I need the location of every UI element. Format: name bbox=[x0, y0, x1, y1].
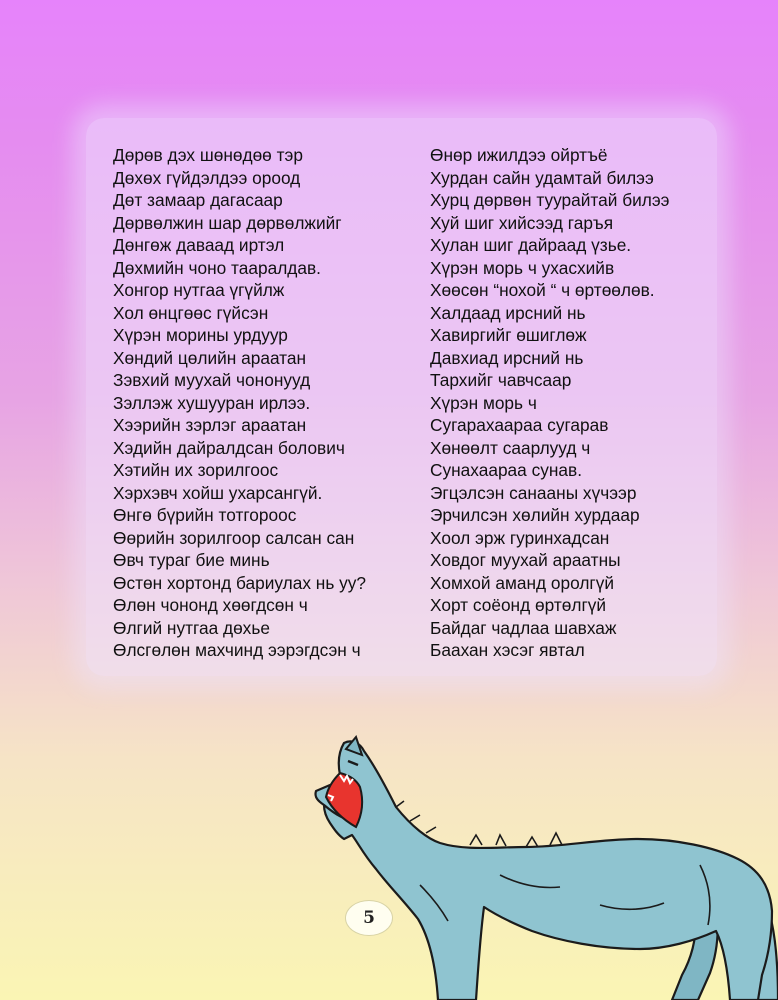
poem-line: Хоол эрж гуринхадсан bbox=[430, 527, 610, 548]
poem-line: Зэллэж хушууран ирлээ. bbox=[113, 392, 311, 413]
poem-line: Дөрөв дэх шөнөдөө тэр bbox=[113, 145, 303, 165]
poem-line: Өвч тураг бие минь bbox=[113, 550, 270, 570]
poem-line: Хэтийн их зорилгоос bbox=[113, 460, 279, 480]
poem-line: Хэрхэвч хойш ухарсангүй. bbox=[113, 482, 323, 503]
poem-line: Хурц дөрвөн туурайтай билээ bbox=[430, 190, 670, 210]
poem-line: Дөрвөлжин шар дөрвөлжийг bbox=[113, 212, 342, 233]
poem-line: Өлөн чононд хөөгдсөн ч bbox=[113, 595, 308, 615]
poem-line: Байдаг чадлаа шавхаж bbox=[430, 617, 617, 638]
poem-line: Хөнөөлт саарлууд ч bbox=[430, 437, 591, 458]
poem-line: Дөхөх гүйдэлдээ ороод bbox=[113, 167, 301, 188]
poem-line: Өстөн хортонд бариулах нь уу? bbox=[113, 572, 367, 593]
poem-line: Хүрэн морины урдуур bbox=[113, 325, 288, 345]
poem-line: Өнгө бүрийн тотгороос bbox=[113, 505, 297, 525]
poem-line: Хүрэн морь ч bbox=[430, 392, 537, 413]
poem-line: Хүрэн морь ч ухасхийв bbox=[430, 257, 615, 278]
poem-line: Хөндий цөлийн араатан bbox=[113, 347, 307, 368]
poem-line: Хомхой аманд оролгүй bbox=[430, 572, 615, 593]
poem-line: Дөхмийн чоно тааралдав. bbox=[113, 257, 321, 278]
poem-line: Өлгий нутгаа дөхье bbox=[113, 617, 270, 638]
poem-line: Баахан хэсэг явтал bbox=[430, 640, 585, 660]
poem-line: Ховдог муухай араатны bbox=[430, 550, 621, 570]
poem-line: Өлсгөлөн махчинд ээрэгдсэн ч bbox=[113, 640, 361, 660]
poem-line: Өөрийн зорилгоор салсан сан bbox=[113, 527, 355, 548]
poem-line: Сунахаараа сунав. bbox=[430, 460, 582, 480]
poem-line: Дөнгөж даваад иртэл bbox=[113, 235, 285, 255]
poem-line: Хонгор нутгаа үгүйлж bbox=[113, 280, 285, 300]
poem-line: Тархийг чавчсаар bbox=[430, 370, 572, 390]
poem-column-right bbox=[430, 144, 669, 662]
page-number: 5 bbox=[345, 900, 393, 936]
poem-line: Давхиад ирсний нь bbox=[430, 347, 584, 368]
poem-line: Хөөсөн “нохой “ ч өртөөлөв. bbox=[430, 280, 655, 300]
poem-line: Сугарахаараа сугарав bbox=[430, 415, 609, 435]
poem-line: Эрчилсэн хөлийн хурдаар bbox=[430, 505, 640, 525]
poem-line: Өнөр ижилдээ ойртъё bbox=[430, 145, 608, 165]
poem-line: Хэдийн дайралдсан болович bbox=[113, 437, 345, 458]
poem-line: Дөт замаар дагасаар bbox=[113, 190, 283, 210]
poem-line: Халдаад ирсний нь bbox=[430, 302, 586, 323]
poem-line: Хулан шиг дайраад үзье. bbox=[430, 235, 632, 255]
howling-wolf-illustration bbox=[300, 735, 778, 1000]
poem-line: Хурдан сайн удамтай билээ bbox=[430, 167, 654, 188]
poem-line: Зэвхий муухай чононууд bbox=[113, 370, 311, 390]
poem-line: Эгцэлсэн санааны хүчээр bbox=[430, 482, 637, 503]
poem-column-left bbox=[113, 144, 366, 662]
poem-line: Хуй шиг хийсээд гаръя bbox=[430, 212, 614, 233]
poem-line: Хээрийн зэрлэг араатан bbox=[113, 415, 307, 435]
poem-line: Хол өнцгөөс гүйсэн bbox=[113, 302, 269, 323]
poem-line: Хавиргийг өшиглөж bbox=[430, 325, 587, 345]
poem-line: Хорт соёонд өртөлгүй bbox=[430, 595, 607, 615]
